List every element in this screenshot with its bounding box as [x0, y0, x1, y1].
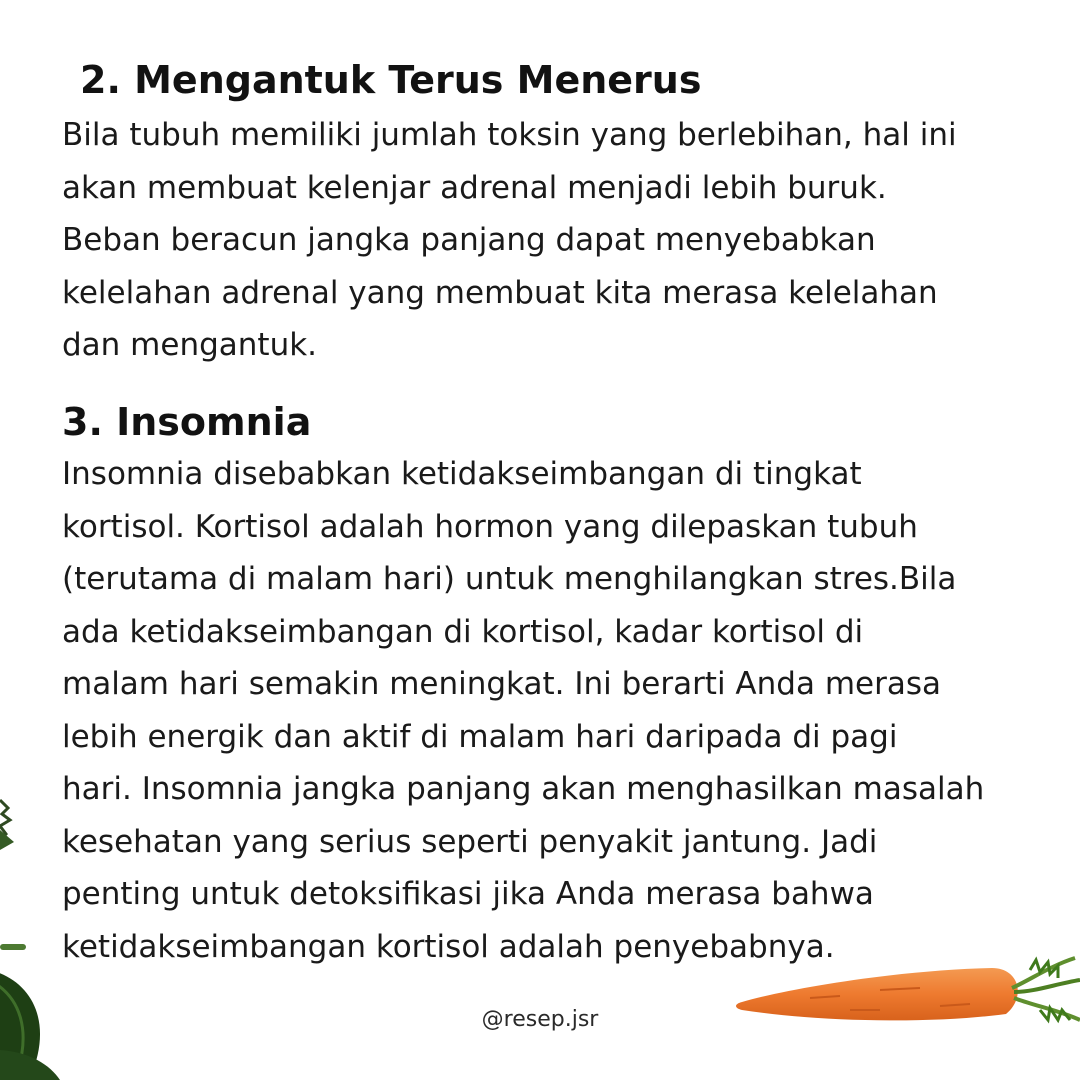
account-handle: @resep.jsr	[481, 1007, 599, 1032]
section-2-line: akan membuat kelenjar adrenal menjadi lebih buruk.	[62, 169, 887, 206]
section-2-body	[62, 109, 1062, 372]
section-2-line: Bila tubuh memiliki jumlah toksin yang berlebihan, hal ini	[62, 117, 957, 153]
section-2-line: dan mengantuk.	[62, 327, 318, 363]
section-2-line: Beban beracun jangka panjang dapat menyebabkan	[62, 222, 876, 258]
section-2-line: kelelahan adrenal yang membuat kita merasa kelelahan	[62, 274, 938, 311]
section-3-line: ketidakseimbangan kortisol adalah penyebabnya.	[62, 928, 835, 965]
herb-sprig-icon	[0, 790, 40, 870]
stem-icon	[0, 938, 34, 958]
section-3-line: malam hari semakin meningkat. Ini berarti Anda merasa	[62, 666, 941, 702]
section-2-title: 2. Mengantuk Terus Menerus	[80, 58, 702, 102]
section-3-line: penting untuk detoksifikasi jika Anda merasa bahwa	[62, 876, 874, 912]
section-3-line: lebih energik dan aktif di malam hari daripada di pagi	[62, 718, 898, 755]
section-3-line: ada ketidakseimbangan di kortisol, kadar kortisol di	[62, 613, 864, 650]
section-3-line: kesehatan yang serius seperti penyakit jantung. Jadi	[62, 823, 878, 860]
section-3-line: (terutama di malam hari) untuk menghilangkan stres.Bila	[62, 561, 957, 597]
section-3-line: kortisol. Kortisol adalah hormon yang dilepaskan tubuh	[62, 508, 918, 545]
section-3-line: hari. Insomnia jangka panjang akan menghasilkan masalah	[62, 771, 985, 807]
section-3-body	[62, 448, 1062, 973]
section-3-title: 3. Insomnia	[62, 400, 312, 444]
section-3-line: Insomnia disebabkan ketidakseimbangan di tingkat	[62, 456, 862, 492]
